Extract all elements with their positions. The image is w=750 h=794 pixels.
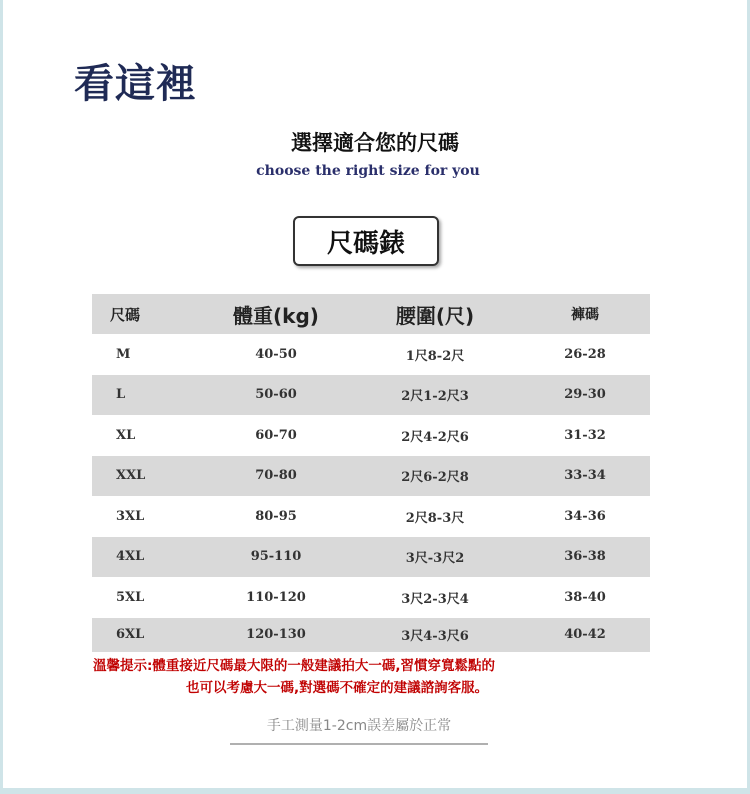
cell-weight: 60-70 [255, 427, 297, 443]
table-row [92, 537, 650, 578]
table-row [92, 415, 650, 456]
cell-weight: 80-95 [255, 508, 297, 524]
table-header-row [92, 294, 650, 334]
intro-title-en: choose the right size for you [256, 163, 480, 179]
table-row [92, 334, 650, 375]
table-row [92, 618, 650, 652]
cell-weight: 120-130 [202, 618, 350, 652]
cell-waist: 3尺4-3尺6 [350, 618, 520, 652]
cell-size: L [92, 375, 202, 416]
cell-size: M [116, 346, 131, 362]
header-title: 看這裡 [74, 61, 197, 107]
cell-pants-size: 31-32 [564, 427, 606, 443]
table-row [92, 456, 650, 497]
table-row [92, 496, 650, 537]
cell-size: 3XL [116, 508, 145, 524]
size-table-title: 尺碼錶 [293, 216, 439, 266]
header-pants-size: 褲碼 [520, 294, 650, 334]
header-waist: 腰圍(尺) [350, 294, 520, 334]
cell-weight: 50-60 [202, 375, 350, 416]
header-size: 尺碼 [92, 294, 202, 334]
cell-pants-size: 38-40 [564, 589, 606, 605]
cell-pants-size: 34-36 [564, 508, 606, 524]
cell-weight: 40-50 [255, 346, 297, 362]
cell-size: XXL [92, 456, 202, 497]
cell-waist: 2尺6-2尺8 [350, 456, 520, 497]
cell-waist: 2尺8-3尺 [405, 510, 465, 526]
cell-waist: 3尺-3尺2 [350, 537, 520, 578]
cell-waist: 1尺8-2尺 [405, 348, 465, 364]
cell-waist: 2尺4-2尺6 [401, 429, 469, 445]
cell-pants-size: 36-38 [520, 537, 650, 578]
cell-waist: 3尺2-3尺4 [401, 591, 469, 607]
cell-pants-size: 33-34 [520, 456, 650, 497]
tip-line-2: 也可以考慮大一碼,對選碼不確定的建議諮詢客服。 [186, 680, 489, 696]
cell-pants-size: 29-30 [520, 375, 650, 416]
intro-title-cn: 選擇適合您的尺碼 [291, 131, 459, 155]
header-weight: 體重(kg) [202, 294, 350, 334]
cell-weight: 110-120 [246, 589, 306, 605]
cell-weight: 95-110 [202, 537, 350, 578]
cell-pants-size: 40-42 [520, 618, 650, 652]
cell-pants-size: 26-28 [564, 346, 606, 362]
cell-size: 4XL [92, 537, 202, 578]
cell-size: XL [116, 427, 136, 443]
table-row [92, 375, 650, 416]
cell-waist: 2尺1-2尺3 [350, 375, 520, 416]
cell-size: 5XL [116, 589, 145, 605]
cell-weight: 70-80 [202, 456, 350, 497]
measurement-note: 手工測量1-2cm誤差屬於正常 [230, 715, 488, 745]
cell-size: 6XL [92, 618, 202, 652]
table-row [92, 577, 650, 618]
tip-line-1: 溫馨提示:體重接近尺碼最大限的一般建議拍大一碼,習慣穿寬鬆點的 [93, 658, 496, 674]
size-table [92, 294, 650, 652]
